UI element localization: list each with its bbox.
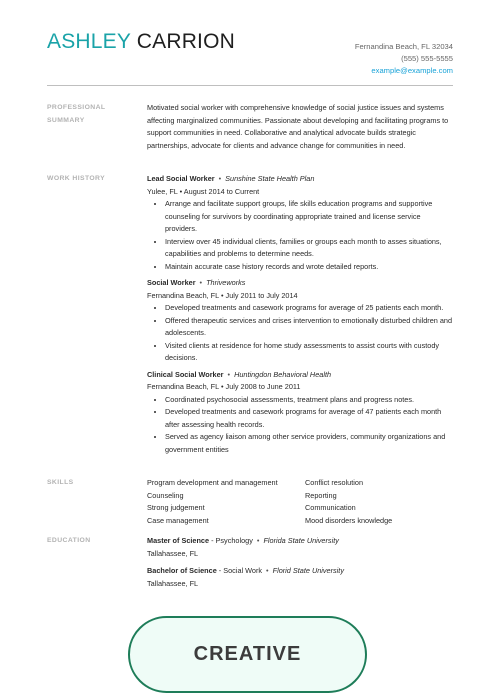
skill-item: Communication (305, 503, 356, 512)
field-of-study: - Social Work (216, 566, 263, 575)
job-employer: Thriveworks (206, 278, 246, 287)
skill-item: Mood disorders knowledge (305, 515, 393, 525)
education-heading (147, 565, 453, 578)
skill-item: Reporting (305, 490, 337, 500)
job-bullets (147, 198, 453, 273)
school-location: Tallahassee, FL (147, 548, 199, 558)
job-location-dates: Fernandina Beach, FL • July 2011 to July 2014 (147, 290, 298, 300)
contact-info (355, 41, 453, 77)
creative-template-button[interactable]: CREATIVE (128, 616, 367, 693)
job-title: Lead Social Worker (147, 174, 215, 183)
job-bullets (147, 302, 453, 365)
job-heading (147, 369, 453, 382)
address: Fernandina Beach, FL 32034 (354, 42, 453, 51)
last-name: CARRION (136, 30, 235, 53)
separator-dot: • (199, 278, 203, 287)
field-of-study: - Psychology (209, 536, 253, 545)
phone: (555) 555-5555 (401, 54, 453, 63)
job-bullets (147, 394, 453, 457)
school-location: Tallahassee, FL (147, 578, 199, 588)
work-history-body (147, 173, 453, 460)
work-history-label: WORK HISTORY (47, 175, 106, 182)
degree: Bachelor of Science (147, 566, 217, 575)
job-title: Social Worker (147, 278, 196, 287)
job-bullet: • Visited clients at residence for home study assessments to assist courts with custody decisions. (165, 340, 453, 365)
education-label: EDUCATION (47, 537, 91, 544)
job-heading (147, 277, 453, 290)
skills-grid (147, 477, 453, 527)
job-entry (147, 277, 453, 365)
job-bullet: • Developed treatments and casework programs for average of 25 patients each month. (165, 302, 453, 315)
job-bullet: • Arrange and facilitate support groups, life skills education programs and supportive counseling for survivors by coordinating appropriate trained and license service providers. (165, 198, 453, 236)
school-name: Florid State University (272, 566, 344, 575)
job-employer: Sunshine State Health Plan (225, 174, 315, 183)
job-bullet: • Coordinated psychosocial assessments, treatment plans and progress notes. (165, 394, 453, 407)
education-entry (147, 535, 453, 560)
skill-item: Case management (147, 515, 209, 525)
summary-label: PROFESSIONAL SUMMARY (47, 104, 106, 124)
job-bullet: • Interview over 45 individual clients, families or groups each month to asses situations, capabilities and problems to determine needs. (165, 236, 453, 261)
email-link[interactable]: example@example.com (371, 66, 453, 75)
education-body (147, 535, 453, 595)
job-location-dates: Fernandina Beach, FL • July 2008 to June 2011 (147, 382, 301, 391)
job-entry (147, 369, 453, 457)
first-name: ASHLEY (47, 30, 131, 53)
job-bullet: • Served as agency liaison among other service providers, community organizations and government entities (165, 431, 453, 456)
job-heading (147, 173, 453, 186)
skill-item: Strong judgement (147, 503, 205, 512)
separator-dot: • (227, 369, 231, 379)
job-title: Clinical Social Worker (147, 369, 224, 379)
job-location-dates: Yulee, FL • August 2014 to Current (147, 186, 260, 196)
job-entry (147, 173, 453, 273)
education-entry (147, 565, 453, 590)
candidate-name (47, 30, 235, 54)
job-bullet: • Offered therapeutic services and crises intervention to emotionally disturbed children and adolescents. (165, 315, 453, 340)
skill-item: Counseling (147, 490, 184, 500)
separator-dot: • (218, 174, 222, 183)
summary-text: Motivated social worker with comprehensive knowledge of social justice issues and systems affecting marginalized communities. Passionate about developing and facilitating programs to support communities in need. Collaborative and analytical advocate builds strategic partnerships, advocate for clients and advance change for communities in need. (147, 103, 449, 150)
job-employer: Huntingdon Behavioral Health (234, 369, 332, 379)
job-bullet: • Developed treatments and casework programs for average of 47 patients each month after assessing health records. (165, 406, 453, 431)
skill-item: Program development and management (147, 478, 278, 487)
school-name: Florida State University (263, 536, 339, 545)
education-heading (147, 535, 453, 548)
separator-dot: • (256, 536, 260, 545)
separator-dot: • (266, 566, 269, 575)
job-bullet: • Maintain accurate case history records and wrote detailed reports. (165, 261, 453, 274)
degree: Master of Science (147, 536, 210, 545)
header-divider (47, 85, 453, 86)
skill-item: Conflict resolution (305, 478, 363, 487)
skills-label: SKILLS (47, 479, 74, 486)
